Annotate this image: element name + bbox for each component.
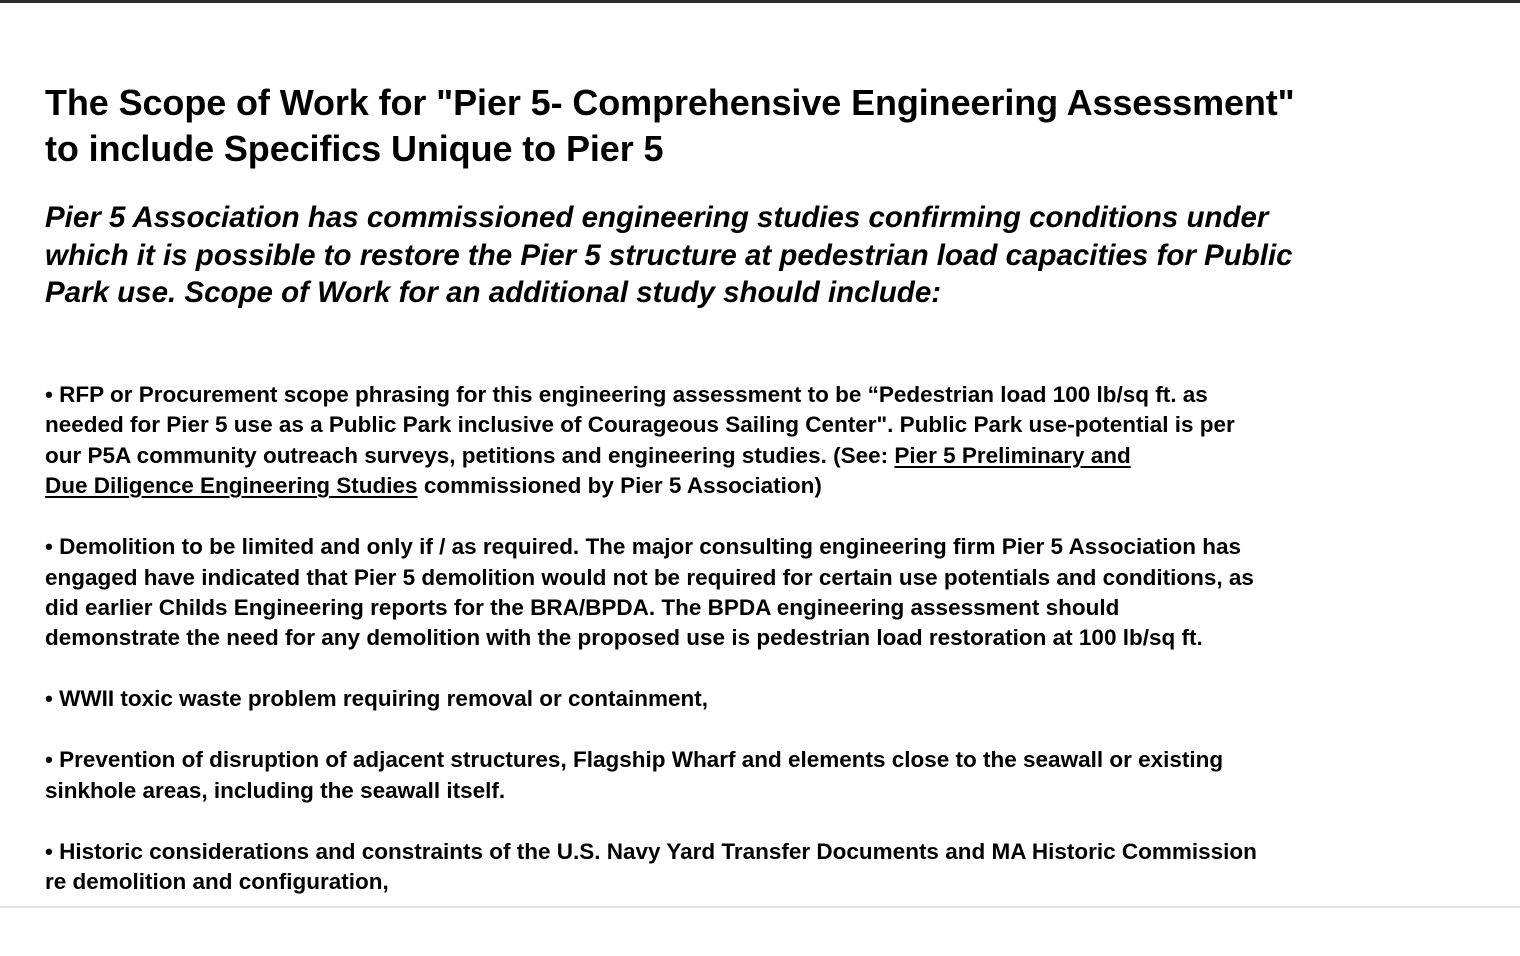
bullet-historic-considerations <box>45 837 1257 898</box>
bullet-line <box>45 441 1257 471</box>
bullet-demolition <box>45 532 1257 654</box>
bullet-line: • RFP or Procurement scope phrasing for this engineering assessment to be “Pedestrian load 100 lb/sq ft. as <box>45 382 1208 407</box>
bullet-text: our P5A community outreach surveys, petitions and engineering studies. (See: <box>45 442 895 468</box>
bullet-line: • WWII toxic waste problem requiring removal or containment, <box>45 686 708 712</box>
bullet-rfp-scope <box>45 380 1257 502</box>
bullet-line: engaged have indicated that Pier 5 demolition would not be required for certain use potentials and conditions, as <box>45 564 1254 590</box>
page-title <box>45 80 1295 172</box>
bullet-line: did earlier Childs Engineering reports for the BRA/BPDA. The BPDA engineering assessment should <box>45 595 1120 621</box>
bullet-toxic-waste <box>45 684 1257 714</box>
engineering-studies-link-continued[interactable]: Due Diligence Engineering Studies <box>45 473 418 499</box>
bullet-line: • Demolition to be limited and only if / as required. The major consulting engineering firm Pier 5 Association has <box>45 534 1241 560</box>
intro-line: which it is possible to restore the Pier 5 structure at pedestrian load capacities for Public <box>45 238 1293 272</box>
intro-paragraph <box>45 199 1293 312</box>
bullet-line: • Historic considerations and constraints of the U.S. Navy Yard Transfer Documents and MA Historic Commission <box>45 838 1257 864</box>
intro-line: Park use. Scope of Work for an additional study should include: <box>45 276 942 309</box>
window-top-bar <box>0 0 1520 3</box>
engineering-studies-link[interactable]: Pier 5 Preliminary and <box>894 442 1131 468</box>
bullet-line: sinkhole areas, including the seawall itself. <box>45 777 506 803</box>
bullet-adjacent-structures <box>45 745 1257 806</box>
bullet-line: • Prevention of disruption of adjacent structures, Flagship Wharf and elements close to the seawall or existing <box>45 747 1224 773</box>
intro-line: Pier 5 Association has commissioned engineering studies confirming conditions under <box>45 201 1269 234</box>
bullet-line: re demolition and configuration, <box>45 869 389 895</box>
scope-bullet-list <box>45 380 1257 928</box>
bullet-line: needed for Pier 5 use as a Public Park inclusive of Courageous Sailing Center". Public Park use-potential is per <box>45 412 1235 438</box>
bullet-text: commissioned by Pier 5 Association) <box>417 473 822 499</box>
bullet-line: demonstrate the need for any demolition with the proposed use is pedestrian load restoration at 100 lb/sq ft. <box>45 625 1203 651</box>
bullet-line <box>45 471 1257 501</box>
title-line: The Scope of Work for "Pier 5- Comprehensive Engineering Assessment" <box>45 82 1295 123</box>
title-line: to include Specifics Unique to Pier 5 <box>45 128 664 169</box>
page-divider <box>0 906 1520 908</box>
